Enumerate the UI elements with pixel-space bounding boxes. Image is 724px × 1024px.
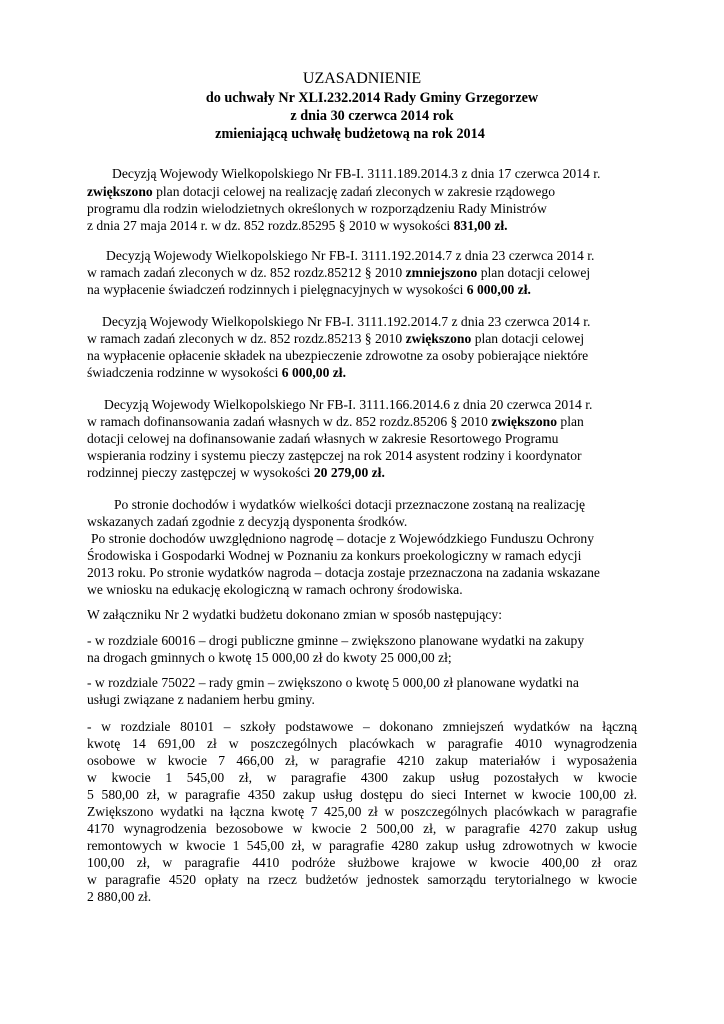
text-line: Zwiększono wydatki na łączna kwotę 7 425,00 zł w poszczególnych placówkach w paragrafie <box>87 804 637 819</box>
text-line: - w rozdziale 80101 – szkoły podstawowe – dokonano zmniejszeń wydatków na łączną <box>87 719 637 734</box>
resolution-subject: zmieniającą uchwałę budżetową na rok 2014 <box>215 126 485 142</box>
text-line: - w rozdziale 75022 – rady gmin – zwiększono o kwotę 5 000,00 zł planowane wydatki na <box>87 675 579 690</box>
text-line: wskazanych zadań zgodnie z decyzją dysponenta środków. <box>87 514 408 529</box>
text-line: w kwocie 1 545,00 zł, w paragrafie 4300 zakup usług pozostałych w kwocie <box>87 770 637 785</box>
text-line: - w rozdziale 60016 – drogi publiczne gminne – zwiększono planowane wydatki na zakupy <box>87 633 585 648</box>
text-line: we wniosku na edukację ekologiczną w ramach ochrony środowiska. <box>87 582 463 597</box>
text-line: na wypłacenie świadczeń rodzinnych i pielęgnacyjnych w wysokości 6 000,00 zł. <box>87 282 531 297</box>
text-line: 5 580,00 zł, w paragrafie 4350 zakup usług dostępu do sieci Internet w kwocie 100,00 zł. <box>87 787 637 802</box>
text-line: 100,00 zł, w paragrafie 4410 podróże służbowe krajowe w kwocie 400,00 zł oraz <box>87 855 637 870</box>
text-line: remontowych w kwocie 1 545,00 zł, w paragrafie 4280 zakup usług zdrowotnych w kwocie <box>87 838 637 853</box>
bold-term: zmniejszono <box>405 265 478 280</box>
text-line: Środowiska i Gospodarki Wodnej w Poznaniu za konkurs proekologiczny w ramach edycji <box>87 548 582 563</box>
text-line: 2013 roku. Po stronie wydatków nagroda – dotacja zostaje przeznaczona na zadania wskazane <box>87 565 600 580</box>
text-line: wspierania rodziny i systemu pieczy zastępczej na rok 2014 asystent rodziny i koordynator <box>87 448 582 463</box>
text-line: kwotę 14 691,00 zł w poszczególnych placówkach w paragrafie 4010 wynagrodzenia <box>87 736 637 751</box>
text-line: rodzinnej pieczy zastępczej w wysokości 20 279,00 zł. <box>87 465 385 480</box>
text-line: w paragrafie 4520 opłaty na rzecz budżetów jednostek samorządu terytorialnego w kwocie <box>87 872 637 887</box>
text-line: dotacji celowej na dofinansowanie zadań własnych w zakresie Resortowego Programu <box>87 431 559 446</box>
text-line: Po stronie dochodów i wydatków wielkości dotacji przeznaczone zostaną na realizację <box>114 497 586 512</box>
text-line: 4170 wynagrodzenia bezosobowe w kwocie 2 500,00 zł, w paragrafie 4270 zakup usług <box>87 821 637 836</box>
document-heading: UZASADNIENIE <box>302 70 422 87</box>
text-line: Decyzją Wojewody Wielkopolskiego Nr FB-I. 3111.166.2014.6 z dnia 20 czerwca 2014 r. <box>104 397 593 412</box>
text-line: z dnia 27 maja 2014 r. w dz. 852 rozdz.85295 § 2010 w wysokości 831,00 zł. <box>87 218 508 233</box>
text-line: osobowe w kwocie 7 466,00 zł, w paragrafie 4210 zakup materiałów i wyposażenia <box>87 753 637 768</box>
bold-term: zwiększono <box>405 331 472 346</box>
resolution-number: do uchwały Nr XLI.232.2014 Rady Gminy Grzegorzew <box>205 90 539 106</box>
text-line: 2 880,00 zł. <box>87 889 152 904</box>
text-line: Decyzją Wojewody Wielkopolskiego Nr FB-I. 3111.189.2014.3 z dnia 17 czerwca 2014 r. <box>112 166 601 181</box>
bold-term: zwiększono <box>491 414 557 429</box>
paragraph-attachment-intro: W załączniku Nr 2 wydatki budżetu dokonano zmian w sposób następujący: <box>87 607 503 622</box>
text-line: na drogach gminnych o kwotę 15 000,00 zł do kwoty 25 000,00 zł; <box>87 650 452 665</box>
text-line: zwiększono plan dotacji celowej na realizację zadań zleconych w zakresie rządowego <box>87 184 556 199</box>
text-line: usługi związane z nadaniem herbu gminy. <box>87 692 315 707</box>
text-line: Decyzją Wojewody Wielkopolskiego Nr FB-I. 3111.192.2014.7 z dnia 23 czerwca 2014 r. <box>106 248 595 263</box>
text-line: programu dla rodzin wielodzietnych określonych w rozporządzeniu Rady Ministrów <box>87 201 547 216</box>
amount: 6 000,00 zł. <box>281 365 346 380</box>
bold-term: zwiększono <box>87 184 153 199</box>
amount: 6 000,00 zł. <box>466 282 531 297</box>
text-line: na wypłacenie opłacenie składek na ubezpieczenie zdrowotne za osoby pobierające niektóre <box>87 348 589 363</box>
text-line: w ramach dofinansowania zadań własnych w dz. 852 rozdz.85206 § 2010 zwiększono plan <box>87 414 584 429</box>
text-line: w ramach zadań zleconych w dz. 852 rozdz.85212 § 2010 zmniejszono plan dotacji celowej <box>87 265 591 280</box>
text-line: Decyzją Wojewody Wielkopolskiego Nr FB-I. 3111.192.2014.7 z dnia 23 czerwca 2014 r. <box>102 314 591 329</box>
text-line: świadczenia rodzinne w wysokości 6 000,00 zł. <box>87 365 346 380</box>
text-line: w ramach zadań zleconych w dz. 852 rozdz.85213 § 2010 zwiększono plan dotacji celowej <box>87 331 585 346</box>
text-line: Po stronie dochodów uwzględniono nagrodę – dotacje z Wojewódzkiego Funduszu Ochrony <box>91 531 595 546</box>
amount: 831,00 zł. <box>453 218 508 233</box>
resolution-date: z dnia 30 czerwca 2014 rok <box>290 108 454 124</box>
amount: 20 279,00 zł. <box>313 465 385 480</box>
